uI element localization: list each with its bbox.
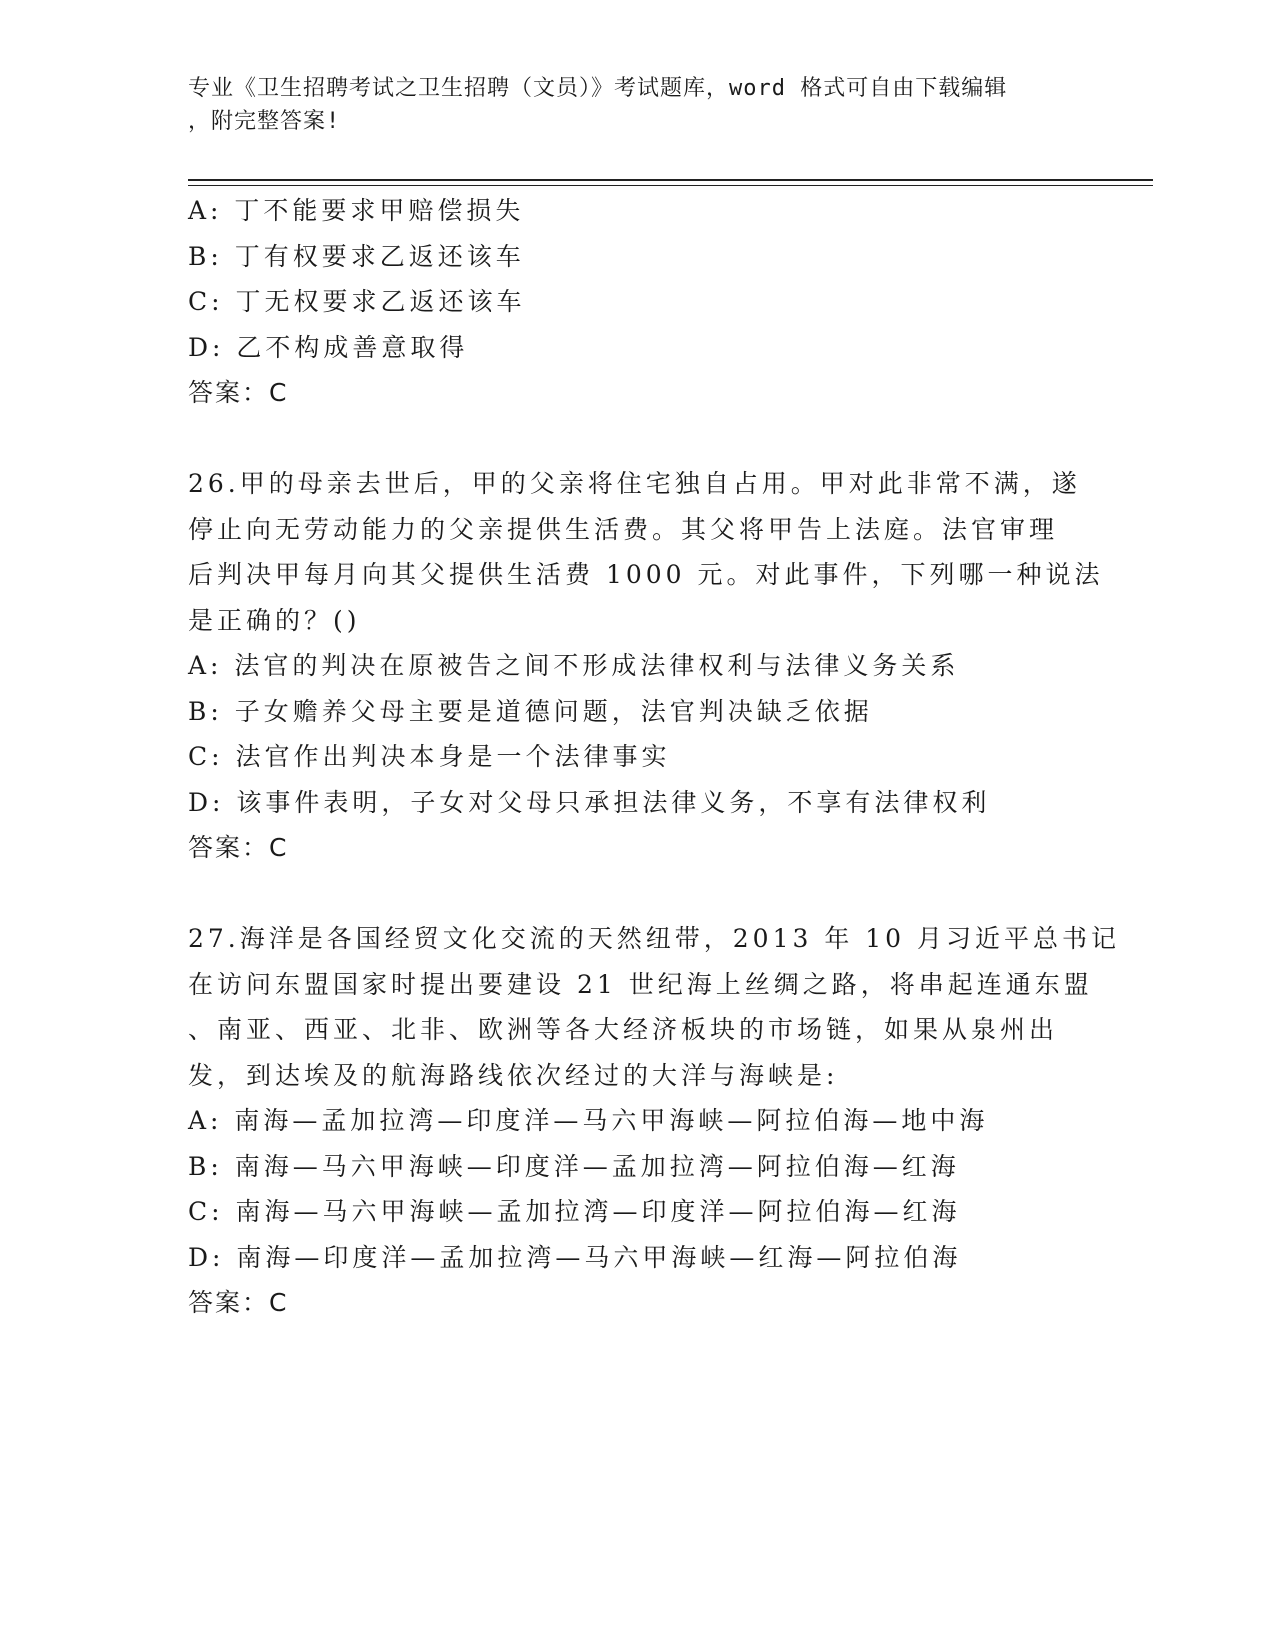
option-a: A: 丁不能要求甲赔偿损失 (188, 196, 525, 225)
header-line-1: 专业《卫生招聘考试之卫生招聘（文员）》考试题库，word 格式可自由下载编辑 (188, 76, 1008, 101)
answer: 答案：C (188, 378, 289, 407)
option-d: D: 乙不构成善意取得 (188, 332, 469, 362)
question-stem-line: 、南亚、西亚、北非、欧洲等各大经济板块的市场链，如果从泉州出 (188, 1015, 1059, 1044)
question-stem-line: 停止向无劳动能力的父亲提供生活费。其父将甲告上法庭。法官审理 (188, 514, 1059, 544)
answer: 答案：C (188, 1288, 289, 1317)
page-header (188, 72, 1088, 138)
header-rule-thick (188, 179, 1153, 181)
question-stem-line: 26.甲的母亲去世后，甲的父亲将住宅独自占用。甲对此非常不满，遂 (188, 469, 1081, 498)
question-27 (188, 916, 1121, 1326)
spacer (188, 416, 1088, 462)
option-a: A: 法官的判决在原被告之间不形成法律权利与法律义务关系 (188, 651, 960, 680)
answer: 答案：C (188, 833, 289, 862)
option-c: C: 丁无权要求乙返还该车 (188, 287, 526, 316)
question-26 (188, 461, 1104, 871)
option-d: D: 南海—印度洋—孟加拉湾—马六甲海峡—红海—阿拉伯海 (188, 1242, 962, 1272)
question-stem-line: 27.海洋是各国经贸文化交流的天然纽带，2013 年 10 月习近平总书记 (188, 924, 1121, 953)
header-rule-thin (188, 185, 1153, 186)
option-b: B: 丁有权要求乙返还该车 (188, 241, 525, 271)
question-25 (188, 188, 1088, 416)
option-c: C: 法官作出判决本身是一个法律事实 (188, 742, 671, 771)
option-b: B: 子女赡养父母主要是道德问题，法官判决缺乏依据 (188, 696, 873, 726)
option-a: A: 南海—孟加拉湾—印度洋—马六甲海峡—阿拉伯海—地中海 (188, 1106, 989, 1135)
spacer (188, 871, 1088, 917)
option-c: C: 南海—马六甲海峡—孟加拉湾—印度洋—阿拉伯海—红海 (188, 1197, 961, 1226)
question-stem-line: 是正确的？() (188, 605, 361, 635)
option-b: B: 南海—马六甲海峡—印度洋—孟加拉湾—阿拉伯海—红海 (188, 1151, 960, 1181)
header-line-2: ，附完整答案! (188, 109, 341, 134)
question-stem-line: 后判决甲每月向其父提供生活费 1000 元。对此事件，下列哪一种说法 (188, 560, 1104, 589)
question-stem-line: 在访问东盟国家时提出要建设 21 世纪海上丝绸之路，将串起连通东盟 (188, 969, 1093, 999)
option-d: D: 该事件表明，子女对父母只承担法律义务，不享有法律权利 (188, 787, 991, 817)
question-content (188, 188, 1121, 1326)
question-stem-line: 发，到达埃及的航海路线依次经过的大洋与海峡是: (188, 1060, 839, 1090)
